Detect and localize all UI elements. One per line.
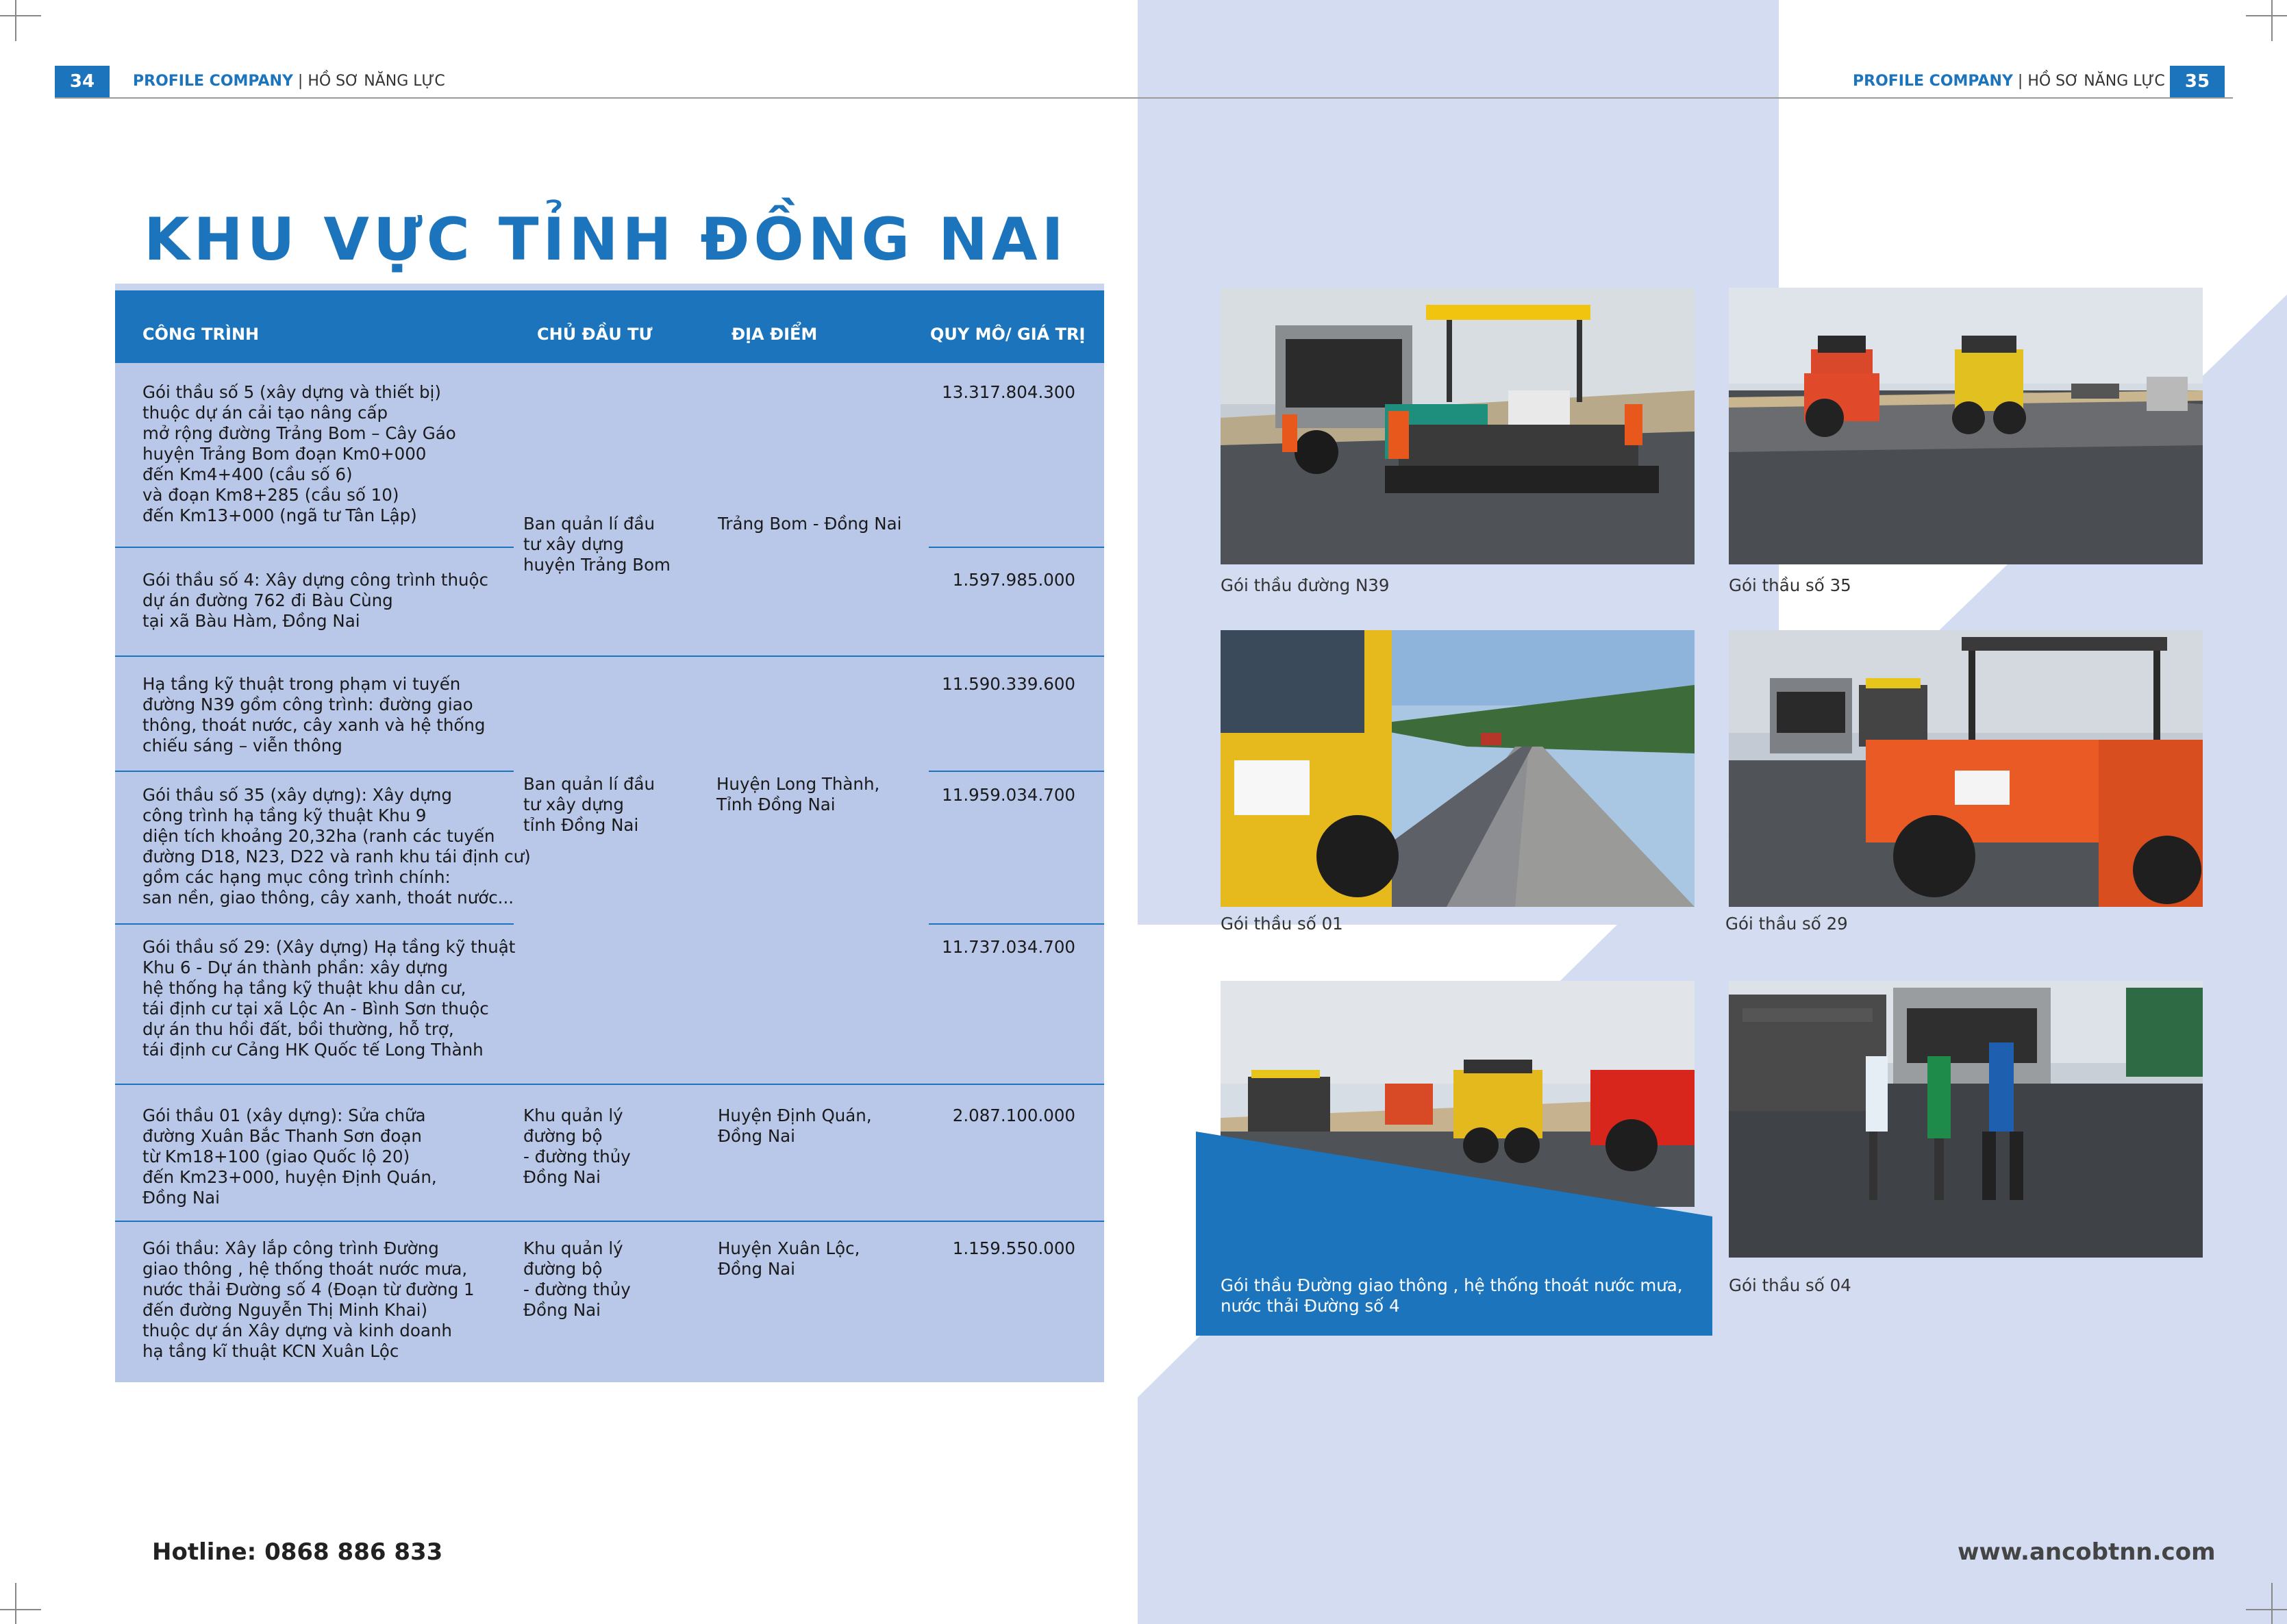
table-cell-project: Gói thầu: Xây lắp công trình Đường giao thông , hệ thống thoát nước mưa, nước thải Đường số 4 (Đoạn từ đường 1 đến đường Nguyễn Thị Minh Khai) thuộc dự án Xây dựng và kinh doanh hạ tầng kĩ thuật KCN Xuân Lộc: [142, 1238, 475, 1361]
table-cell-project: Gói thầu số 29: (Xây dựng) Hạ tầng kỹ thuật Khu 6 - Dự án thành phần: xây dựng hệ thống hạ tầng kỹ thuật khu dân cư, tái định cư tại xã Lộc An - Bình Sơn thuộc dự án thu hồi đất, bồi thường, hỗ trợ, tái định cư Cảng HK Quốc tế Long Thành: [142, 937, 516, 1060]
crop-mark: [2246, 15, 2287, 16]
footer-website[interactable]: www.ancobtnn.com: [1958, 1538, 2216, 1566]
header-vn: HỒ SƠ NĂNG LỰC: [308, 73, 445, 90]
table-cell-project: Gói thầu 01 (xây dựng): Sửa chữa đường Xuân Bắc Thanh Sơn đoạn từ Km18+100 (giao Quốc lộ 20) đến Km23+000, huyện Định Quán, Đồng Nai: [142, 1105, 437, 1208]
column-header-value: QUY MÔ/ GIÁ TRỊ: [930, 325, 1086, 344]
header-separator: |: [297, 73, 303, 90]
photo-caption: Gói thầu Đường giao thông , hệ thống thoát nước mưa, nước thải Đường số 4: [1221, 1275, 1683, 1316]
photo-caption: Gói thầu số 29: [1725, 914, 1848, 934]
table-cell-value: 11.737.034.700: [942, 937, 1075, 957]
group-divider: [115, 655, 1104, 657]
photo-road-01: [1221, 630, 1695, 907]
crop-mark: [15, 1583, 16, 1624]
crop-mark: [0, 1609, 41, 1610]
photo-caption: Gói thầu số 35: [1729, 575, 1851, 595]
table-cell-location: Huyện Long Thành, Tỉnh Đồng Nai: [716, 774, 880, 814]
table-cell-value: 11.590.339.600: [942, 674, 1075, 694]
header-brand: PROFILE COMPANY: [133, 73, 293, 90]
crop-mark: [2246, 1609, 2287, 1610]
row-divider: [929, 547, 1104, 548]
header-vn: HỒ SƠ NĂNG LỰC: [2027, 73, 2165, 90]
table-cell-project: Gói thầu số 5 (xây dựng và thiết bị) thuộc dự án cải tạo nâng cấp mở rộng đường Trảng Bom – Cây Gáo huyện Trảng Bom đoạn Km0+000 đến Km4+400 (cầu số 6) và đoạn Km8+285 (cầu số 10) đến Km13+000 (ngã tư Tân Lập): [142, 382, 456, 525]
table-cell-location: Trảng Bom - Đồng Nai: [718, 514, 902, 534]
crop-mark: [2271, 1583, 2273, 1624]
left-page-header: [133, 66, 445, 97]
photo-rollers-35: [1729, 288, 2203, 564]
column-header-owner: CHỦ ĐẦU TƯ: [537, 325, 653, 344]
row-divider: [115, 923, 514, 925]
row-divider: [929, 771, 1104, 772]
table-cell-location: Huyện Định Quán, Đồng Nai: [718, 1105, 872, 1146]
left-page-number: 34: [55, 66, 110, 97]
photo-caption: Gói thầu số 04: [1729, 1275, 1851, 1295]
table-cell-project: Hạ tầng kỹ thuật trong phạm vi tuyến đường N39 gồm công trình: đường giao thông, thoát nước, cây xanh và hệ thống chiếu sáng – viễn thông: [142, 674, 486, 755]
table-cell-owner: Khu quản lý đường bộ - đường thủy Đồng Nai: [523, 1238, 631, 1320]
photo-caption: Gói thầu đường N39: [1221, 575, 1390, 595]
photo-workers-04: [1729, 981, 2203, 1258]
header-brand: PROFILE COMPANY: [1853, 73, 2013, 90]
table-cell-location: Huyện Xuân Lộc, Đồng Nai: [718, 1238, 860, 1279]
table-cell-owner: Ban quản lí đầu tư xây dựng huyện Trảng Bom: [523, 514, 671, 575]
photo-paver-n39: [1221, 288, 1695, 564]
right-page-number: 35: [2170, 66, 2225, 97]
table-cell-project: Gói thầu số 35 (xây dựng): Xây dựng công trình hạ tầng kỹ thuật Khu 9 diện tích khoảng 20,32ha (ranh các tuyến đường D18, N23, D22 và ranh khu tái định cư) gồm các hạng mục công trình chính: san nền, giao thông, cây xanh, thoát nước...: [142, 785, 531, 908]
table-cell-value: 2.087.100.000: [952, 1105, 1075, 1125]
header-rule: [55, 97, 2233, 99]
table-top-band: [115, 284, 1104, 290]
photo-caption: Gói thầu số 01: [1221, 914, 1343, 934]
table-cell-owner: Ban quản lí đầu tư xây dựng tỉnh Đồng Nai: [523, 774, 655, 835]
table-cell-value: 11.959.034.700: [942, 785, 1075, 805]
crop-mark: [0, 15, 41, 16]
crop-mark: [15, 0, 16, 41]
right-page-header: [1853, 66, 2165, 97]
table-cell-value: 13.317.804.300: [942, 382, 1075, 402]
table-cell-owner: Khu quản lý đường bộ - đường thủy Đồng Nai: [523, 1105, 631, 1187]
row-divider: [929, 923, 1104, 925]
row-divider: [115, 771, 514, 772]
column-header-location: ĐỊA ĐIỂM: [732, 325, 818, 344]
group-divider: [115, 1221, 1104, 1222]
header-separator: |: [2017, 73, 2023, 90]
row-divider: [115, 547, 514, 548]
crop-mark: [2271, 0, 2273, 41]
page-title: KHU VỰC TỈNH ĐỒNG NAI: [144, 205, 1068, 274]
column-header-project: CÔNG TRÌNH: [142, 325, 260, 344]
table-cell-value: 1.597.985.000: [952, 570, 1075, 590]
table-cell-value: 1.159.550.000: [952, 1238, 1075, 1258]
table-cell-project: Gói thầu số 4: Xây dựng công trình thuộc dự án đường 762 đi Bàu Cùng tại xã Bàu Hàm, Đồng Nai: [142, 570, 489, 631]
group-divider: [115, 1084, 1104, 1085]
footer-hotline: Hotline: 0868 886 833: [152, 1538, 443, 1566]
photo-roller-29: [1729, 630, 2203, 907]
